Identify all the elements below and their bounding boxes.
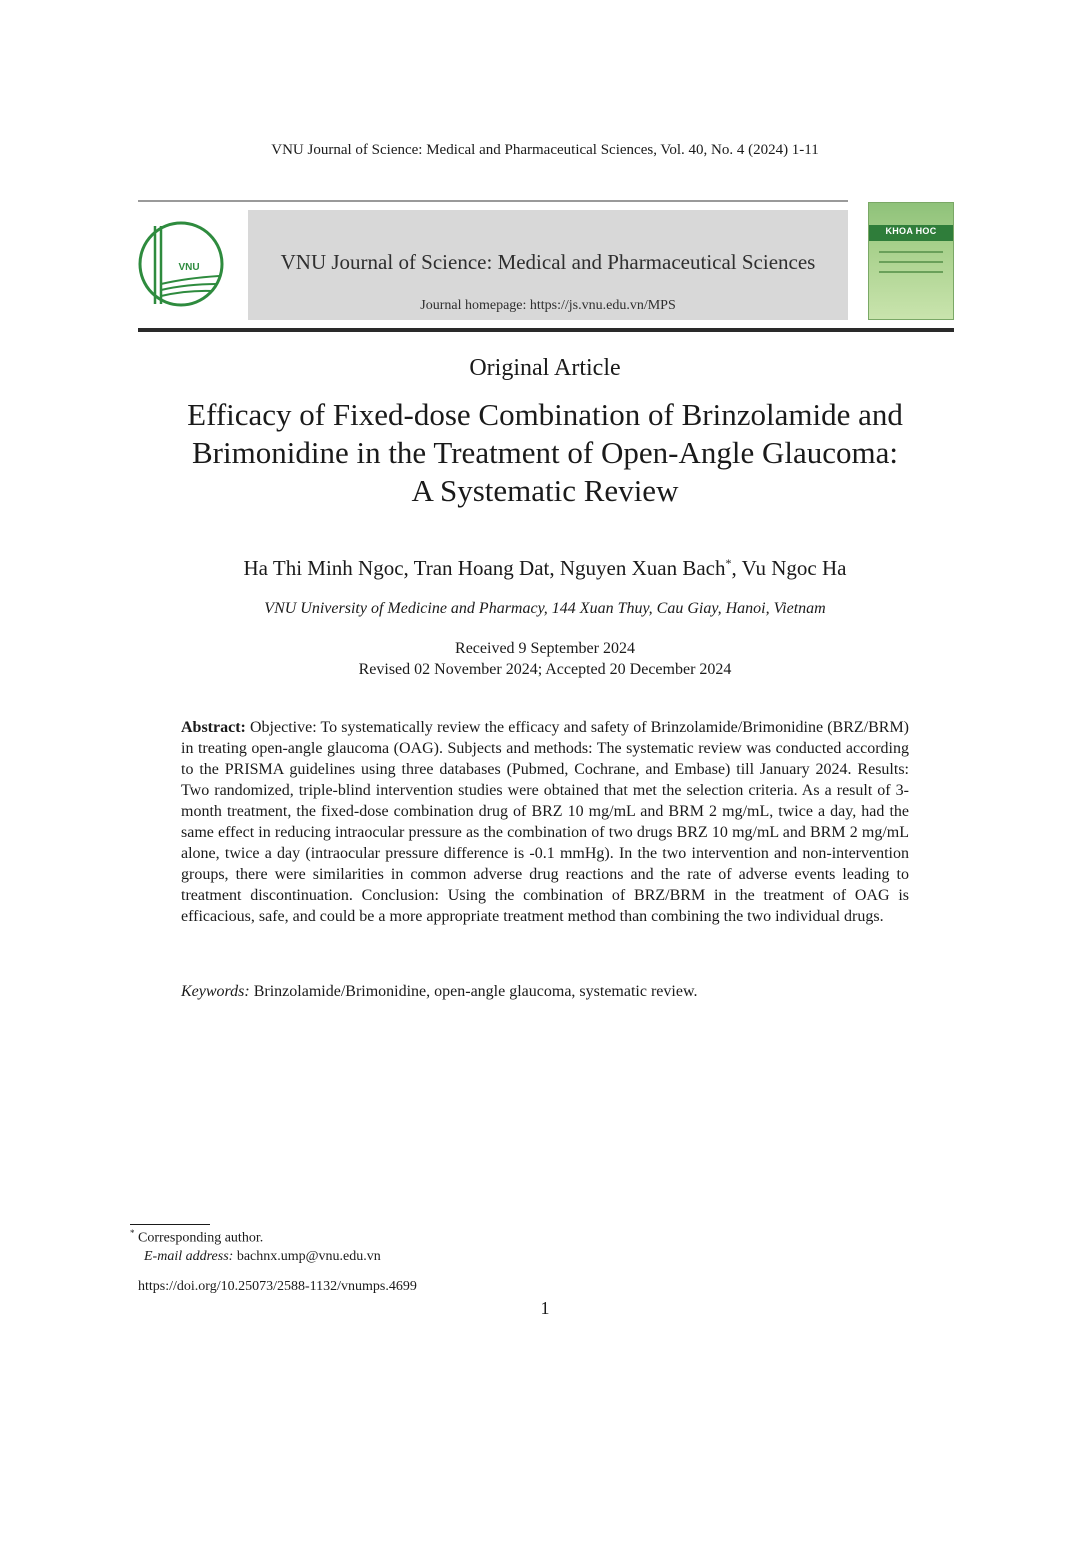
footnote-email bbox=[144, 1249, 381, 1265]
keywords-text: Brinzolamide/Brimonidine, open-angle glaucoma, systematic review. bbox=[249, 983, 698, 1000]
cover-line bbox=[879, 251, 943, 253]
corresponding-label: Corresponding author. bbox=[134, 1230, 264, 1246]
banner-homepage: Journal homepage: https://js.vnu.edu.vn/MPS bbox=[420, 298, 676, 313]
banner-bottom-rule bbox=[138, 328, 954, 332]
corresponding-mark: * bbox=[725, 556, 732, 570]
article-type: Original Article bbox=[469, 355, 621, 381]
running-header: VNU Journal of Science: Medical and Pharmaceutical Sciences, Vol. 40, No. 4 (2024) 1-11 bbox=[271, 142, 819, 158]
abstract bbox=[181, 717, 909, 927]
page-number: 1 bbox=[540, 1298, 550, 1318]
authors-before-mark: Ha Thi Minh Ngoc, Tran Hoang Dat, Nguyen Xuan Bach bbox=[243, 556, 726, 580]
title-line: Efficacy of Fixed-dose Combination of Brinzolamide and bbox=[187, 397, 903, 432]
email-label: E-mail address: bbox=[144, 1249, 234, 1264]
footnote-mark: * bbox=[130, 1228, 135, 1238]
title-line: Brimonidine in the Treatment of Open-Angle Glaucoma: bbox=[192, 435, 898, 470]
banner-top-rule bbox=[138, 200, 848, 202]
title-line: A Systematic Review bbox=[411, 473, 679, 508]
authors-after-mark: , Vu Ngoc Ha bbox=[731, 556, 847, 580]
received-date: Received 9 September 2024 bbox=[455, 640, 635, 657]
footnote-rule bbox=[130, 1224, 210, 1225]
journal-cover-thumbnail bbox=[868, 202, 954, 320]
cover-line bbox=[879, 271, 943, 273]
revised-accepted-dates: Revised 02 November 2024; Accepted 20 December 2024 bbox=[358, 661, 732, 678]
article-title bbox=[130, 396, 960, 510]
keywords-label: Keywords: bbox=[181, 983, 250, 1000]
doi-link[interactable]: https://doi.org/10.25073/2588-1132/vnumps.4699 bbox=[138, 1279, 417, 1294]
affiliation: VNU University of Medicine and Pharmacy, 144 Xuan Thuy, Cau Giay, Hanoi, Vietnam bbox=[264, 600, 826, 617]
footnote-corresponding bbox=[130, 1228, 263, 1247]
cover-line bbox=[879, 261, 943, 263]
keywords bbox=[181, 983, 909, 1001]
abstract-label: Abstract: bbox=[181, 719, 246, 736]
abstract-text: Objective: To systematically review the efficacy and safety of Brinzolamide/Brimonidine (BRZ/BRM) in treating open-angle glaucoma (OAG). Subjects and methods: The systematic review was conducted according to the PRISMA guidelines using three databases (Pubmed, Cochrane, and Embase) till January 2024. Results: Two randomized, triple-blind intervention studies were obtained that met the selection criteria. As a result of 3-month treatment, the fixed-dose combination drug of BRZ 10 mg/mL and BRM 2 mg/mL, twice a day, had the same effect in reducing intraocular pressure as the combination of two drugs BRZ 10 mg/mL and BRM 2 mg/mL alone, twice a day (intraocular pressure difference is -0.1 mmHg). In the two intervention and non-intervention groups, there were similarities in common adverse drug reactions and the rate of adverse events leading to treatment discontinuation. Conclusion: Using the combination of BRZ/BRM in the treatment of OAG is efficacious, safe, and could be a more appropriate treatment method than combining the two individual drugs. bbox=[181, 719, 909, 925]
logo-text: VNU bbox=[178, 262, 200, 273]
author-list bbox=[0, 556, 1090, 581]
vnu-logo-icon bbox=[137, 218, 225, 310]
email-address: bachnx.ump@vnu.edu.vn bbox=[233, 1249, 381, 1264]
cover-text: KHOA HOC bbox=[885, 226, 937, 236]
journal-banner bbox=[248, 210, 848, 320]
banner-journal-name: VNU Journal of Science: Medical and Pharmaceutical Sciences bbox=[280, 250, 816, 274]
